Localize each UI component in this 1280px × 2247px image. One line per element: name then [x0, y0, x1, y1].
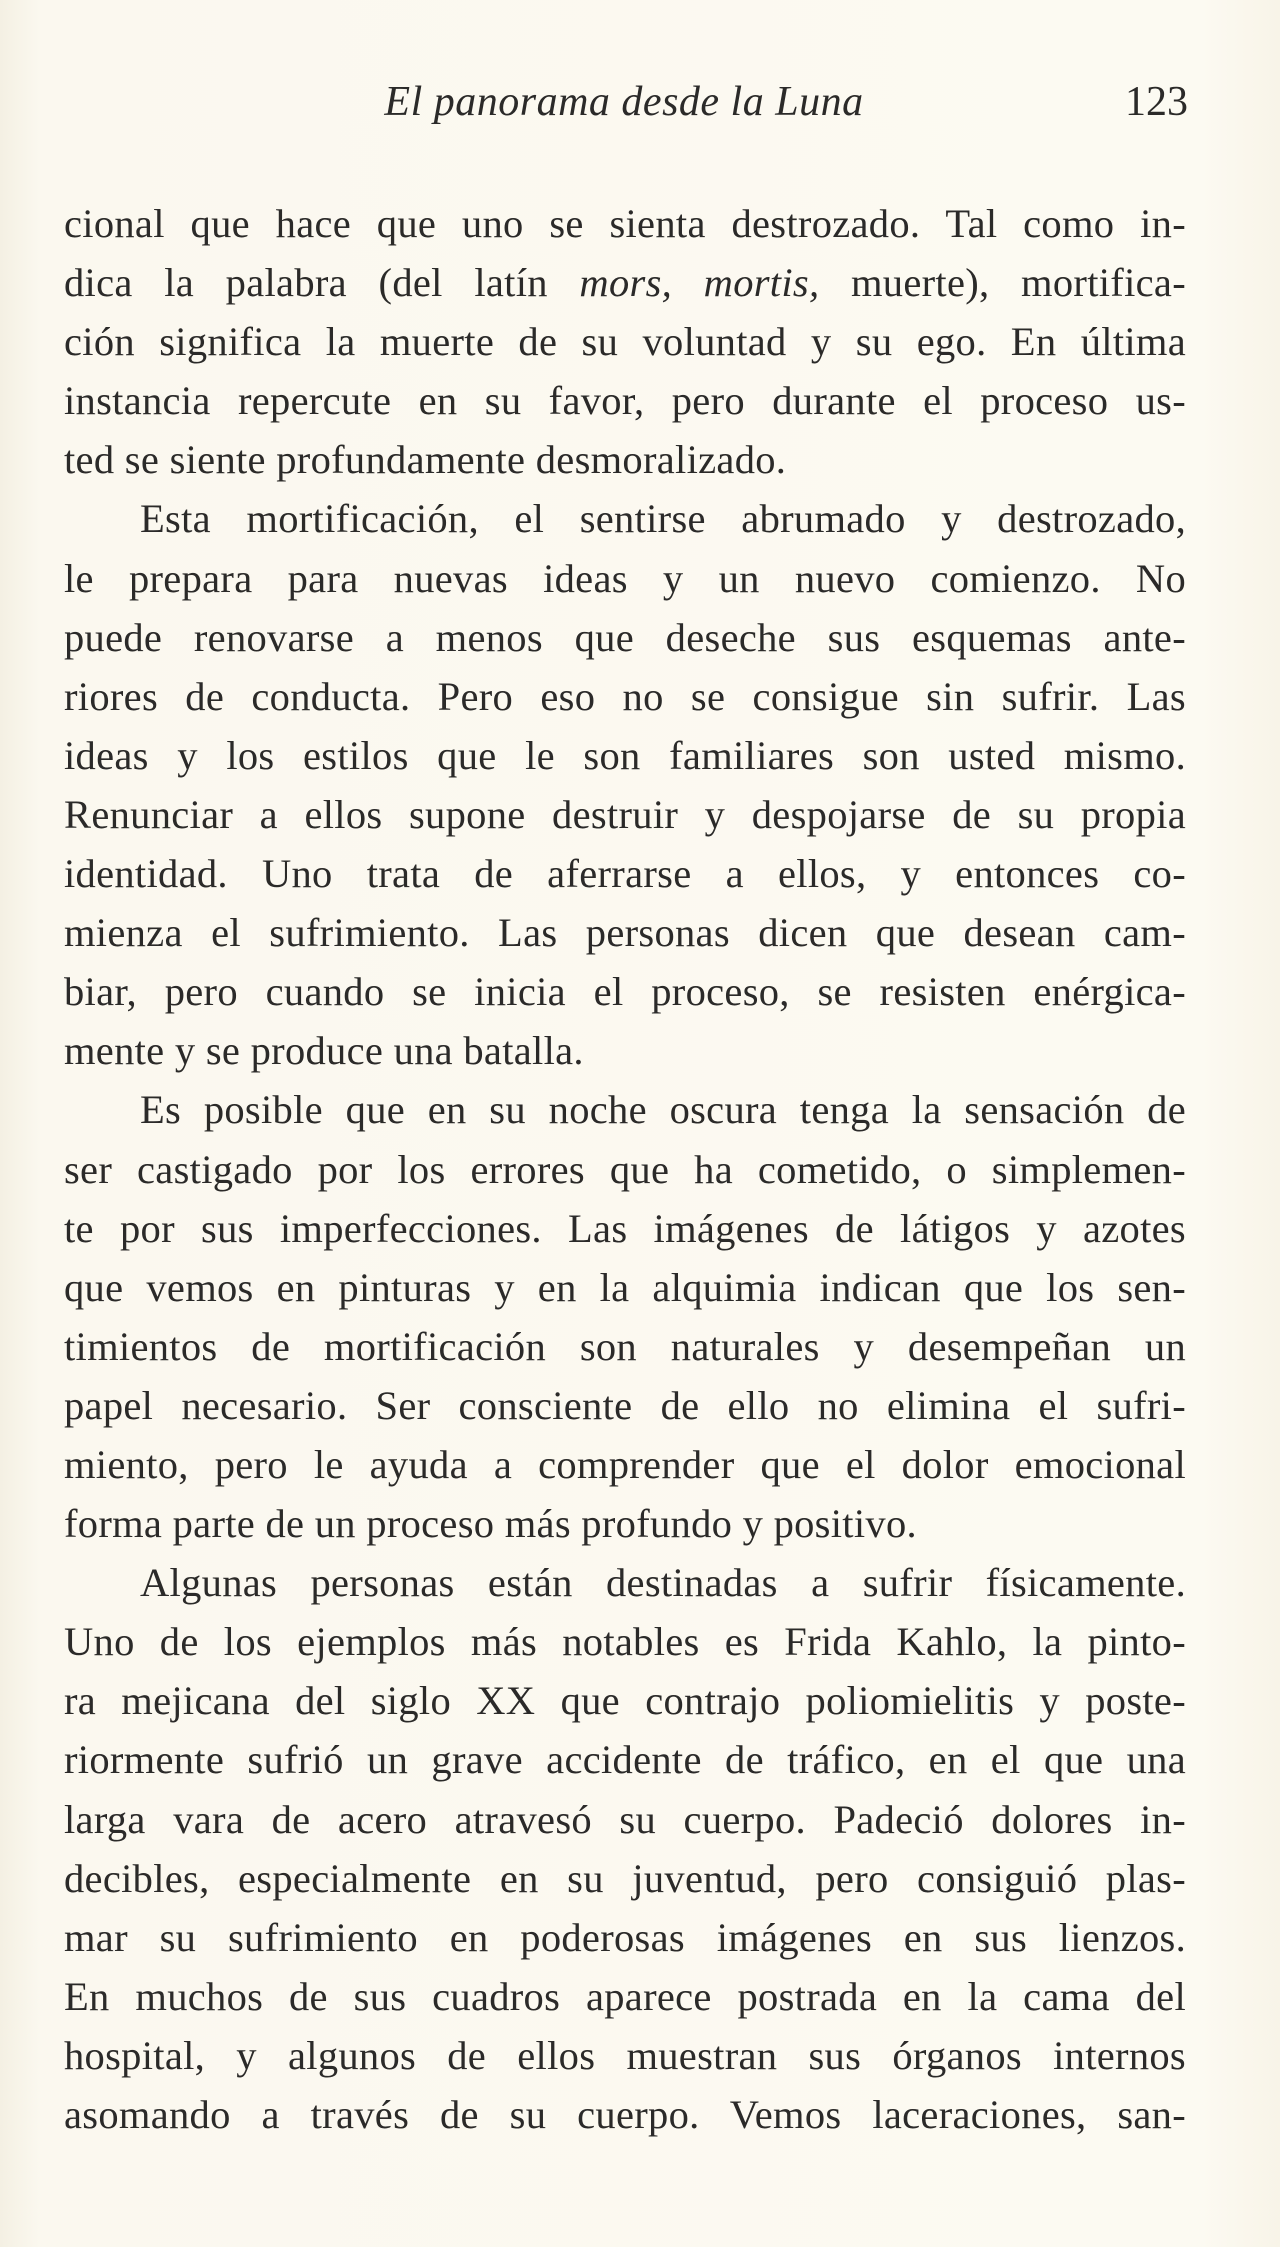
- text-line: ideas y los estilos que le son familiares son usted mismo.: [64, 732, 1186, 778]
- text-line: Renunciar a ellos supone destruir y despojarse de su propia: [64, 791, 1186, 837]
- text-line: instancia repercute en su favor, pero durante el proceso us-: [64, 378, 1186, 424]
- text-line: ted se siente profundamente desmoralizado.: [64, 437, 787, 483]
- paragraph-first-line: Es posible que en su noche oscura tenga la sensación de: [140, 1087, 1186, 1133]
- text-line: cional que hace que uno se sienta destrozado. Tal como in-: [64, 201, 1186, 246]
- text-line: biar, pero cuando se inicia el proceso, se resisten enérgica-: [64, 969, 1186, 1015]
- text-segment: muerte), mortifica-: [819, 260, 1186, 306]
- text-line: ción significa la muerte de su voluntad y su ego. En última: [64, 319, 1186, 365]
- text-line: hospital, y algunos de ellos muestran sus órganos internos: [64, 2032, 1186, 2078]
- text-line: que vemos en pinturas y en la alquimia indican que los sen-: [64, 1264, 1186, 1310]
- text-line: te por sus imperfecciones. Las imágenes de látigos y azotes: [64, 1205, 1186, 1251]
- text-line: Uno de los ejemplos más notables es Frida Kahlo, la pinto-: [64, 1619, 1186, 1665]
- text-line: ser castigado por los errores que ha cometido, o simplemen-: [64, 1146, 1186, 1192]
- text-line: larga vara de acero atravesó su cuerpo. Padeció dolores in-: [64, 1796, 1186, 1842]
- text-line: forma parte de un proceso más profundo y positivo.: [64, 1501, 917, 1547]
- text-line: identidad. Uno trata de aferrarse a ellos, y entonces co-: [64, 851, 1186, 897]
- text-line: le prepara para nuevas ideas y un nuevo comienzo. No: [64, 555, 1186, 601]
- text-line: papel necesario. Ser consciente de ello no elimina el sufri-: [64, 1382, 1186, 1428]
- text-line: En muchos de sus cuadros aparece postrada en la cama del: [64, 1973, 1186, 2019]
- text-segment: dica la palabra (del latín: [64, 260, 580, 306]
- text-line: asomando a través de su cuerpo. Vemos laceraciones, san-: [64, 2092, 1186, 2137]
- text-line: puede renovarse a menos que deseche sus esquemas ante-: [64, 614, 1186, 660]
- text-line: ra mejicana del siglo XX que contrajo poliomielitis y poste-: [64, 1678, 1186, 1724]
- text-line: mienza el sufrimiento. Las personas dicen que desean cam-: [64, 910, 1186, 956]
- running-title: El panorama desde la Luna: [384, 79, 864, 125]
- text-line: riormente sufrió un grave accidente de tráfico, en el que una: [64, 1737, 1186, 1783]
- text-line: riores de conducta. Pero eso no se consigue sin sufrir. Las: [64, 673, 1186, 719]
- text-line: decibles, especialmente en su juventud, pero consiguió plas-: [64, 1855, 1186, 1901]
- running-header: [60, 78, 1188, 138]
- text-line: miento, pero le ayuda a comprender que el dolor emocional: [64, 1441, 1186, 1487]
- text-line: [64, 253, 1186, 312]
- body-text: [64, 194, 1186, 2144]
- paragraph-first-line: Algunas personas están destinadas a sufrir físicamente.: [140, 1560, 1186, 1606]
- page-number: 123: [1125, 79, 1188, 125]
- text-line: mar su sufrimiento en poderosas imágenes en sus lienzos.: [64, 1914, 1186, 1960]
- latin-term: mors, mortis,: [579, 260, 820, 306]
- paragraph-first-line: Esta mortificación, el sentirse abrumado y destrozado,: [140, 496, 1186, 542]
- text-line: timientos de mortificación son naturales y desempeñan un: [64, 1323, 1186, 1369]
- text-line: mente y se produce una batalla.: [64, 1028, 584, 1074]
